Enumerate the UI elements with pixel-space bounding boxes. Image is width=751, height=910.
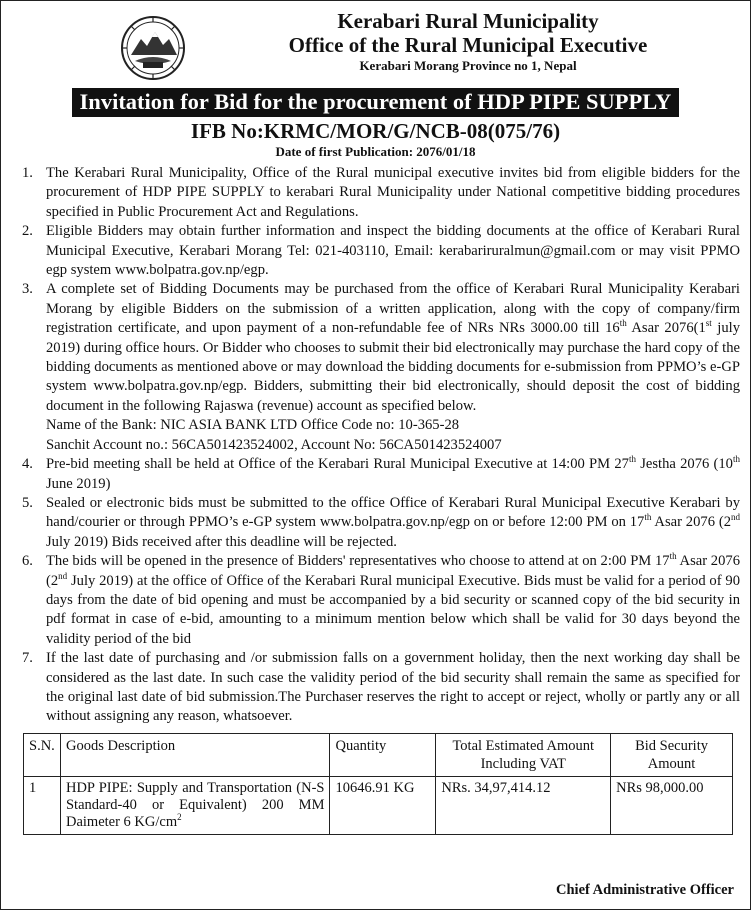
bank-name: Name of the Bank: NIC ASIA BANK LTD Office Code no: 10-365-28 (46, 417, 460, 434)
col-header-security: Bid Security Amount (611, 733, 733, 776)
col-header-quantity: Quantity (330, 733, 436, 776)
item-text: Sealed or electronic bids must be submitted to the office Office of Kerabari Rural Municipal Executive Kerabari by hand/courier or through PPMO’s e-GP system www.bolpatra.gov.np/egp on or before 12:00 PM on 17th Asar 2076 (2nd July 2019) Bids received after this deadline will be rejected. (46, 494, 740, 550)
bank-accounts: Sanchit Account no.: 56CA501423524002, Account No: 56CA501423524007 (46, 436, 502, 453)
item-number: 1. (22, 165, 33, 181)
item-text: The Kerabari Rural Municipality, Office of the Rural municipal executive invites bid from eligible bidders for the procurement of HDP PIPE SUPPLY to kerabari Rural Municipality under National competitive bidding procedures specified in Public Procurement Act and Regulations. (46, 165, 740, 220)
office-address: Kerabari Morang Province no 1, Nepal (359, 58, 577, 73)
list-item (1, 455, 740, 494)
cell-quantity: 10646.91 KG (330, 776, 436, 834)
publication-date: Date of first Publication: 2076/01/18 (275, 144, 476, 159)
list-item (1, 222, 740, 280)
signature-title: Chief Administrative Officer (556, 882, 734, 898)
cell-sn: 1 (24, 776, 61, 834)
municipality-name: Kerabari Rural Municipality (337, 9, 599, 33)
title-banner-text: Invitation for Bid for the procurement of HDP PIPE SUPPLY (72, 88, 680, 117)
col-header-amount: Total Estimated Amount Including VAT (436, 733, 611, 776)
title-banner (1, 88, 750, 117)
item-text: Pre-bid meeting shall be held at Office of the Kerabari Rural Municipal Executive at 14:00 PM 27th Jestha 2076 (10th June 2019) (46, 454, 740, 492)
notice-items (1, 164, 750, 727)
list-item (1, 649, 740, 727)
list-item (1, 280, 740, 455)
item-number: 2. (22, 223, 33, 240)
col-header-sn: S.N. (24, 733, 61, 776)
ifb-number: IFB No:KRMC/MOR/G/NCB-08(075/76) (190, 119, 561, 143)
office-name: Office of the Rural Municipal Executive (288, 33, 648, 57)
item-number: 4. (22, 456, 33, 473)
list-item (1, 164, 740, 222)
item-number: 5. (22, 494, 33, 511)
item-text: A complete set of Bidding Documents may be purchased from the office of Kerabari Rural Municipality Kerabari Morang by eligible Bidders on the submission of a written application, along with the copy of company/firm registration certificate, and upon payment of a non-refundable fee of NRs NRs 3000.00 till 16th Asar 2076(1st july 2019) during office hours. Or Bidder who chooses to submit their bid electronically may purchase the hard copy of the bidding documents as mentioned above or may download the bidding documents for e-submission from PPMO’s e-GP system www.bolpatra.gov.np/egp. Bidders, submitting their bid electronically, should deposit the cost of bidding document in the following Rajaswa (revenue) account as specified below. (46, 281, 740, 414)
item-text: The bids will be opened in the presence of Bidders' representatives who choose to attend at on 2:00 PM 17th Asar 2076 (2nd July 2019) at the office of Office of the Kerabari Rural municipal Executive. Bids must be valid for a period of 90 days from the date of bid opening and must be accompanied by a bid security or scanned copy of the bid security in pdf format in case of e-bid, amounting to a minimum mention below which shall be valid for 30 days beyond the validity period of the bid (46, 551, 740, 647)
item-number: 7. (22, 650, 33, 667)
header (1, 1, 750, 85)
list-item (1, 552, 740, 649)
bid-table (23, 733, 733, 835)
item-number: 6. (22, 553, 33, 570)
header-text (186, 9, 750, 75)
cell-goods: HDP PIPE: Supply and Transportation (N-S Standard-40 or Equivalent) 200 MM Daimeter 6 $KG/cm^2$ (60, 776, 330, 834)
table-header-row (24, 733, 733, 776)
cell-security: NRs 98,000.00 (611, 776, 733, 834)
cell-amount: NRs. 34,97,414.12 (436, 776, 611, 834)
list-item (1, 494, 740, 552)
item-text: If the last date of purchasing and /or submission falls on a government holiday, then the next working day shall be considered as the last date. In such case the validity period of the bid security shall remain the same as specified for the original last date of bid submission.The Purchaser reserves the right to accept or reject, wholly or partly any or all without assigning any reason, whatsoever. (46, 650, 740, 725)
government-emblem-icon (119, 15, 187, 81)
col-header-goods: Goods Description (60, 733, 330, 776)
table-row (24, 776, 733, 834)
item-number: 3. (22, 281, 33, 298)
item-text: Eligible Bidders may obtain further information and inspect the bidding documents at the office of Kerabari Rural Municipal Executive, Kerabari Morang Tel: 021-403110, Email: kerabariruralmun@gmail.com or may visit PPMO egp system www.bolpatra.gov.np/egp. (46, 223, 740, 279)
